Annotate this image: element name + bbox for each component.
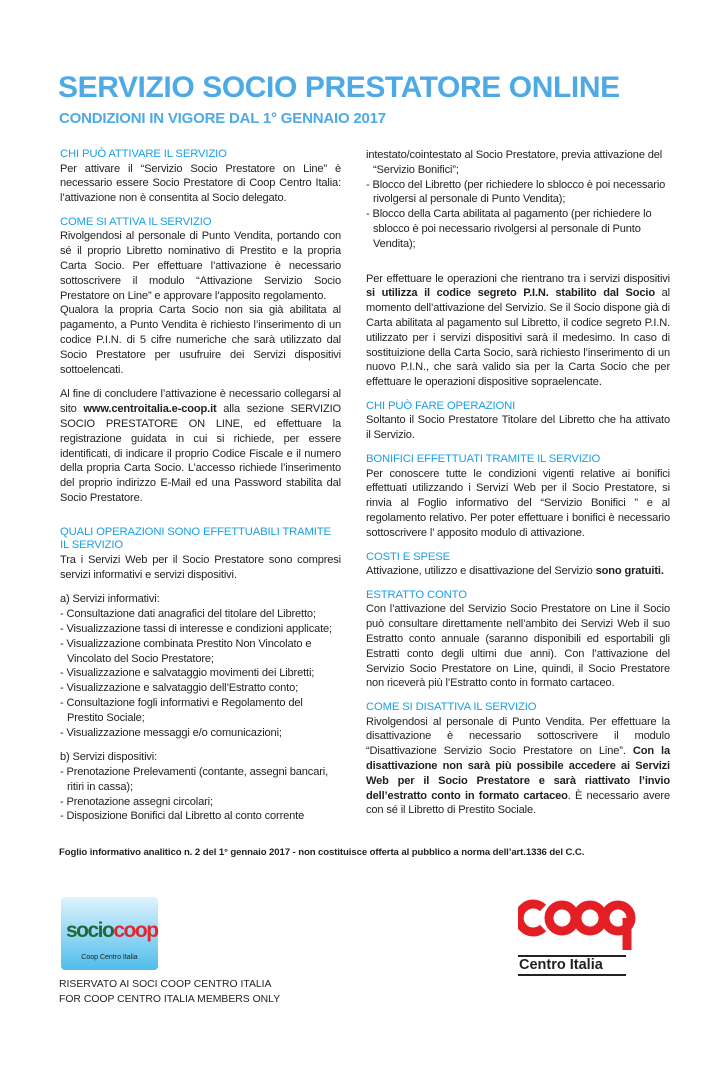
sociocoop-wordmark bbox=[66, 919, 158, 943]
reserved-english: FOR COOP CENTRO ITALIA MEMBERS ONLY bbox=[59, 994, 281, 1006]
list-item: - Consultazione dati anagrafici del titolare del Libretto; bbox=[60, 608, 316, 621]
card-caption: Coop Centro Italia bbox=[81, 954, 138, 962]
bold-text: Con la disattivazione non sarà più possibile accedere ai Servizi Web per il Socio Prestatore e sarà riattivato l’invio dell’estratto conto in formato cartaceo bbox=[366, 745, 670, 802]
spacer bbox=[60, 740, 341, 750]
paragraph bbox=[366, 564, 670, 579]
text-run: Attivazione, utilizzo e disattivazione del Servizio bbox=[366, 565, 596, 578]
paragraph bbox=[366, 602, 670, 691]
list-item: - Disposizione Bonifici dal Libretto al conto corrente bbox=[60, 810, 305, 823]
coop-word: coop bbox=[113, 919, 158, 943]
paragraph bbox=[60, 553, 341, 583]
bullet-list bbox=[60, 607, 341, 740]
text-run: Per conoscere tutte le condizioni vigenti relative ai bonifici effettuati utilizzando i Servizi Web per il Socio Prestatore, si rinvia al Foglio informativo del “Servizio Bonifici ” e al regolamento relativo. Per poter effettuare i bonifici è necessario sottoscrivere l’ apposito modulo di attivazione. bbox=[366, 467, 670, 539]
paragraph bbox=[60, 162, 341, 206]
list-item: - Blocco del Libretto (per richiedere lo sblocco è poi necessario rivolgersi al personale di Punto Vendita); bbox=[366, 178, 666, 206]
text-run: Tra i Servizi Web per il Socio Prestatore sono compresi servizi informativi e servizi dispositivi. bbox=[60, 553, 341, 581]
bullet-list bbox=[366, 148, 670, 252]
spacer bbox=[366, 252, 670, 272]
paragraph bbox=[366, 467, 670, 541]
paragraph bbox=[366, 715, 670, 819]
list-item: - Prenotazione assegni circolari; bbox=[60, 795, 213, 808]
bold-text: www.centroitalia.e-coop.it bbox=[83, 403, 217, 416]
logos-row bbox=[58, 897, 670, 1047]
text-run: Rivolgendosi al personale di Punto Vendita. Per effettuare la disattivazione è necessario sottoscrivere il modulo “Disattivazione Servizio Socio Prestatore on Line”. bbox=[366, 715, 670, 758]
bullet-list bbox=[60, 765, 341, 824]
section-heading: CHI PUÒ ATTIVARE IL SERVIZIO bbox=[60, 148, 227, 160]
right-column bbox=[366, 148, 670, 818]
spacer bbox=[60, 206, 341, 216]
spacer bbox=[60, 377, 341, 387]
bold-text: sono gratuiti. bbox=[595, 565, 664, 578]
coop-centro-italia-logo bbox=[518, 895, 638, 976]
paragraph bbox=[60, 387, 341, 505]
spacer bbox=[366, 443, 670, 453]
section-heading: BONIFICI EFFETTUATI TRAMITE IL SERVIZIO bbox=[366, 453, 601, 466]
spacer bbox=[366, 579, 670, 589]
reserved-italian: RISERVATO AI SOCI COOP CENTRO ITALIA bbox=[59, 979, 272, 991]
socio-word: socio bbox=[66, 919, 114, 943]
text-run: Qualora la propria Carta Socio non sia già abilitata al pagamento, a Punto Vendita è richiesto l’inserimento di un codice P.I.N. di 5 cifre numeriche che sarà utilizzato dal Socio Prestatore per usufruire dei Servizi dispositivi sottoelencati. bbox=[60, 304, 341, 376]
text-run: alla sezione SERVIZIO SOCIO PRESTATORE ON LINE, ed effettuare la registrazione guidata in cui si richiede, per essere identificati, di indicare il proprio Codice Fiscale e il numero della propria Carta Socio. L’accesso richiede l’inserimento del proprio indirizzo E-Mail ed una Password stabilita dal Socio Prestatore. bbox=[60, 403, 341, 504]
left-column bbox=[60, 148, 341, 824]
text-run: Con l’attivazione del Servizio Socio Prestatore on Line il Socio può consultare direttamente nell’ambito dei Servizi Web il suo Estratto conto annuale (saranno disponibili ed esportabili gli Estratti conto degli ultimi due anni). Con l’attivazione del Servizio Socio Prestatore on Line, quindi, il Socio Prestatore non riceverà più l’Estratto conto in formato cartaceo. bbox=[366, 603, 670, 690]
text-run: . È necessario avere con sé il Libretto di Prestito Sociale. bbox=[366, 789, 670, 817]
list-item: - Blocco della Carta abilitata al pagamento (per richiedere lo sblocco è poi necessario rivolgersi al personale di Punto Vendita); bbox=[366, 208, 652, 250]
footer-note: Foglio informativo analitico n. 2 del 1° gennaio 2017 - non costituisce offerta al pubblico a norma dell’art.1336 del C.C. bbox=[59, 847, 585, 859]
bold-text: si utilizza il codice segreto P.I.N. stabilito dal Socio bbox=[366, 287, 655, 300]
section-heading: CHI PUÒ FARE OPERAZIONI bbox=[366, 399, 516, 412]
list-item: - Visualizzazione messaggi e/o comunicazioni; bbox=[60, 726, 282, 739]
list-item: - Prenotazione Prelevamenti (contante, assegni bancari, ritiri in cassa); bbox=[60, 766, 329, 793]
section-heading: COME SI ATTIVA IL SERVIZIO bbox=[60, 215, 212, 228]
list-item: - Visualizzazione e salvataggio dell’Estratto conto; bbox=[60, 682, 299, 695]
text-run: Al fine di concludere l’attivazione è necessario collegarsi al sito bbox=[60, 388, 341, 416]
spacer bbox=[60, 506, 341, 526]
paragraph bbox=[366, 272, 670, 390]
text-run: al momento dell’attivazione del Servizio. Se il Socio dispone già di Carta abilitata al pagamento sul Libretto, il codice segreto P.I.N. utilizzato per i servizi dispositivi sarà il medesimo. In caso di sostituizione della Carta Socio, sarà richiesto l’inserimento di un nuovo P.I.N., che sarà valido sia per la Carta Socio che per effettuare le operazioni dispositive sopraelencate. bbox=[366, 287, 670, 389]
list-item: - Visualizzazione combinata Prestito Non Vincolato e Vincolato del Socio Prestatore; bbox=[60, 637, 312, 665]
columns bbox=[58, 148, 670, 824]
spacer bbox=[60, 582, 341, 592]
paragraph bbox=[366, 413, 670, 443]
page-subtitle: CONDIZIONI IN VIGORE DAL 1° GENNAIO 2017 bbox=[59, 110, 386, 127]
text-run: Rivolgendosi al personale di Punto Vendita, portando con sé il proprio Libretto nominativo di Prestito e la propria Carta Socio. Per effettuare l’attivazione è necessario sottoscrivere il modulo “Attivazione Servizio Socio Prestatore on Line” e approvare l’apposito regolamento. bbox=[60, 230, 341, 302]
section-heading: ESTRATTO CONTO bbox=[366, 588, 467, 601]
text-run: Per attivare il “Servizio Socio Prestatore on Line” è necessario essere Socio Prestatore di Coop Centro Italia: l’attivazione non è consentita al Socio delegato. bbox=[60, 162, 341, 205]
text-run: Soltanto il Socio Prestatore Titolare del Libretto che ha attivato il Servizio. bbox=[366, 414, 670, 442]
coop-logo-icon bbox=[518, 895, 638, 951]
section-heading: COSTI E SPESE bbox=[366, 550, 451, 563]
paragraph bbox=[60, 303, 341, 377]
reserved-notice bbox=[59, 977, 280, 1007]
list-item: - Visualizzazione tassi di interesse e condizioni applicate; bbox=[60, 622, 332, 635]
list-item: - Visualizzazione e salvataggio movimenti dei Libretti; bbox=[60, 667, 315, 680]
paragraph bbox=[60, 229, 341, 303]
spacer bbox=[366, 691, 670, 701]
spacer bbox=[366, 541, 670, 551]
sociocoop-card-logo bbox=[61, 897, 158, 970]
section-heading: QUALI OPERAZIONI SONO EFFETTUABILI TRAMITE IL SERVIZIO bbox=[60, 525, 331, 552]
list-item: intestato/cointestato al Socio Prestatore, previa attivazione del “Servizio Bonifici”; bbox=[366, 149, 663, 176]
coop-region-label: Centro Italia bbox=[518, 955, 626, 976]
text-run: Per effettuare le operazioni che rientrano tra i servizi dispositivi bbox=[366, 272, 670, 285]
page-title: SERVIZIO SOCIO PRESTATORE ONLINE bbox=[58, 71, 620, 104]
list-subheading: b) Servizi dispositivi: bbox=[60, 751, 158, 764]
list-subheading: a) Servizi informativi: bbox=[60, 593, 160, 606]
list-item: - Consultazione fogli informativi e Regolamento del Prestito Sociale; bbox=[60, 696, 303, 724]
section-heading: COME SI DISATTIVA IL SERVIZIO bbox=[366, 701, 537, 714]
spacer bbox=[366, 390, 670, 400]
